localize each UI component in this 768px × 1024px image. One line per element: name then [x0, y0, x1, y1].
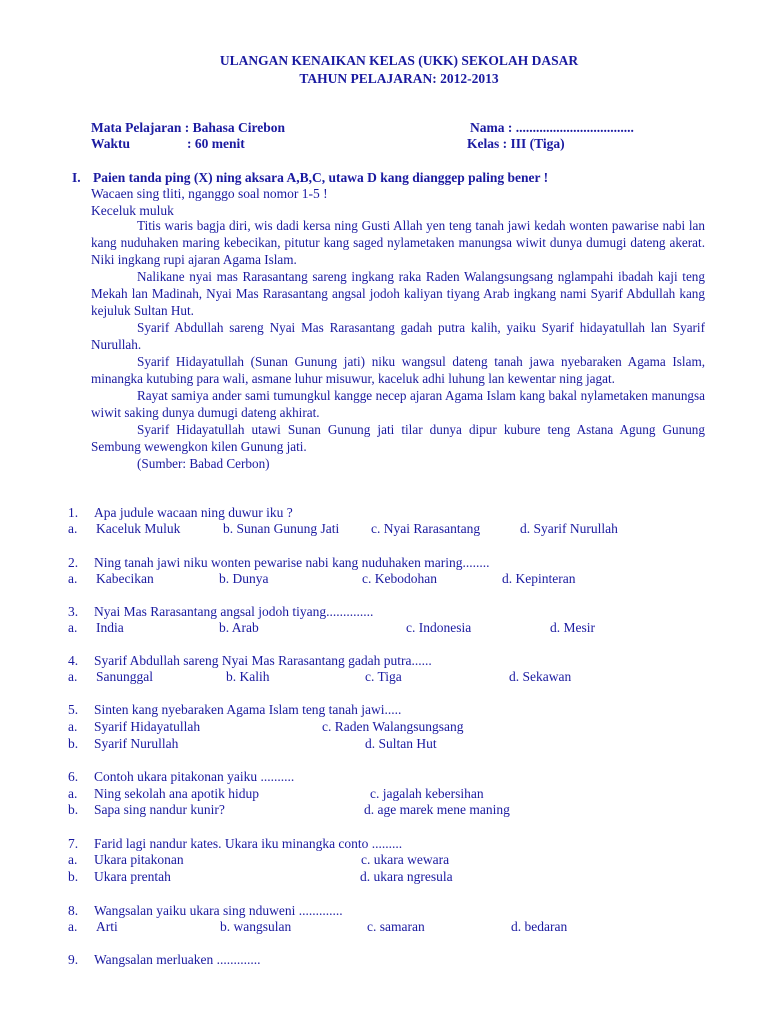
reading-source: (Sumber: Babad Cerbon)	[137, 456, 270, 471]
option-d[interactable]: d. Sekawan	[509, 669, 572, 684]
exam-title: ULANGAN KENAIKAN KELAS (UKK) SEKOLAH DASAR	[219, 53, 579, 68]
question-number: 1.	[68, 505, 79, 520]
option-a-label: a.	[68, 852, 78, 867]
reading-paragraph: Rayat samiya ander sami tumungkul kangge necep ajaran Agama Islam kang bakal nylametaken manungsa wiwit saking dunya dumugi dateng akhirat.	[91, 388, 705, 420]
time-label: Waktu	[91, 136, 131, 151]
question-number: 2.	[68, 555, 79, 570]
option-d[interactable]: d. Syarif Nurullah	[520, 521, 618, 536]
option-c[interactable]: c. jagalah kebersihan	[370, 786, 484, 801]
option-c[interactable]: c. Indonesia	[406, 620, 472, 635]
option-b-label: b.	[68, 869, 79, 884]
option-b[interactable]: b. Sunan Gunung Jati	[223, 521, 340, 536]
option-a[interactable]: Ukara pitakonan	[94, 852, 184, 867]
option-c[interactable]: c. Tiga	[365, 669, 402, 684]
option-a-label: a.	[68, 786, 78, 801]
question-text: Sinten kang nyebaraken Agama Islam teng tanah jawi.....	[94, 702, 402, 717]
question-number: 8.	[68, 903, 79, 918]
reading-paragraph: Syarif Abdullah sareng Nyai Mas Rarasantang gadah putra kalih, yaiku Syarif hidayatullah lan Syarif Nurullah.	[91, 320, 705, 352]
question-text: Contoh ukara pitakonan yaiku ..........	[94, 769, 295, 784]
option-a[interactable]: Syarif Hidayatullah	[94, 719, 201, 734]
school-year: TAHUN PELAJARAN: 2012-2013	[299, 71, 499, 86]
time-value: : 60 menit	[187, 136, 245, 151]
class-label: Kelas : III (Tiga)	[467, 136, 565, 151]
reading-paragraph: Syarif Hidayatullah utawi Sunan Gunung jati tilar dunya dipur kubure teng Astana Agung Gunung Sembung wewengkon kilen Gunung jati.	[91, 422, 705, 454]
option-a-label: a.	[68, 521, 78, 536]
reading-paragraph: Syarif Hidayatullah (Sunan Gunung jati) niku wangsul dateng tanah jawa nyebaraken Agama Islam, minangka kutubing para wali, asmane luhur misuwur, kaceluk adhi luhung lan kewentar ning jagat.	[91, 354, 705, 386]
subject-label: Mata Pelajaran : Bahasa Cirebon	[91, 120, 285, 135]
option-d[interactable]: d. Sultan Hut	[365, 736, 437, 751]
option-c[interactable]: c. Nyai Rarasantang	[371, 521, 481, 536]
option-b-label: b.	[68, 736, 79, 751]
reading-paragraph: Titis waris bagja diri, wis dadi kersa ning Gusti Allah yen teng tanah jawi kedah wonten pawarise nabi lan kang nuduhaken maring kebecikan, pitutur kang saged nylametaken manungsa wiwit dunya dumugi dateng akerat. Niki ingkang rupi ajaran Agama Islam.	[91, 218, 705, 267]
option-a-label: a.	[68, 669, 78, 684]
question-number: 7.	[68, 836, 79, 851]
question-text: Syarif Abdullah sareng Nyai Mas Rarasantang gadah putra......	[94, 653, 432, 668]
option-a-label: a.	[68, 571, 78, 586]
option-a-label: a.	[68, 620, 78, 635]
question-text: Ning tanah jawi niku wonten pewarise nabi kang nuduhaken maring........	[94, 555, 490, 570]
option-c[interactable]: c. Raden Walangsungsang	[322, 719, 464, 734]
option-b[interactable]: b. Dunya	[219, 571, 269, 586]
question-text: Wangsalan yaiku ukara sing nduweni .............	[94, 903, 343, 918]
reading-intro: Wacaen sing tliti, nganggo soal nomor 1-5 !	[91, 186, 328, 201]
question-text: Wangsalan merluaken .............	[94, 952, 261, 967]
option-d[interactable]: d. Mesir	[550, 620, 595, 635]
option-c[interactable]: c. ukara wewara	[361, 852, 450, 867]
option-d[interactable]: d. age marek mene maning	[364, 802, 510, 817]
option-a-label: a.	[68, 719, 78, 734]
option-a[interactable]: Ning sekolah ana apotik hidup	[94, 786, 259, 801]
option-a[interactable]: India	[96, 620, 124, 635]
question-number: 5.	[68, 702, 79, 717]
reading-passage	[91, 217, 705, 472]
reading-paragraph: Nalikane nyai mas Rarasantang sareng ingkang raka Raden Walangsungsang nglampahi ibadah kaji teng Mekah lan Madinah, Nyai Mas Rarasantang angsal jodoh kaliyan tiyang Arab ingkang nami Syarif Abdullah kang kejuluk Sultan Hut.	[91, 269, 705, 318]
section-instruction: Paien tanda ping (X) ning aksara A,B,C, utawa D kang dianggep paling bener !	[93, 170, 549, 185]
name-field: Nama : ...................................	[470, 120, 634, 135]
option-b-label: b.	[68, 802, 79, 817]
option-a-label: a.	[68, 919, 78, 934]
option-b[interactable]: b. Kalih	[226, 669, 270, 684]
option-a[interactable]: Kaceluk Muluk	[96, 521, 181, 536]
option-d[interactable]: d. Kepinteran	[502, 571, 576, 586]
question-text: Apa judule wacaan ning duwur iku ?	[94, 505, 293, 520]
option-b[interactable]: Ukara prentah	[94, 869, 171, 884]
option-a[interactable]: Kabecikan	[96, 571, 154, 586]
option-c[interactable]: c. samaran	[367, 919, 425, 934]
question-number: 6.	[68, 769, 79, 784]
question-number: 9.	[68, 952, 79, 967]
option-d[interactable]: d. ukara ngresula	[360, 869, 453, 884]
option-c[interactable]: c. Kebodohan	[362, 571, 437, 586]
option-b[interactable]: Sapa sing nandur kunir?	[94, 802, 225, 817]
option-a[interactable]: Arti	[96, 919, 118, 934]
question-text: Nyai Mas Rarasantang angsal jodoh tiyang..............	[94, 604, 374, 619]
question-text: Farid lagi nandur kates. Ukara iku minangka conto .........	[94, 836, 403, 851]
option-b[interactable]: b. Arab	[219, 620, 259, 635]
option-a[interactable]: Sanunggal	[96, 669, 153, 684]
option-b[interactable]: Syarif Nurullah	[94, 736, 179, 751]
option-b[interactable]: b. wangsulan	[220, 919, 292, 934]
reading-title: Keceluk muluk	[91, 203, 174, 218]
question-number: 4.	[68, 653, 79, 668]
question-number: 3.	[68, 604, 79, 619]
section-numeral: I.	[72, 170, 81, 185]
option-d[interactable]: d. bedaran	[511, 919, 568, 934]
